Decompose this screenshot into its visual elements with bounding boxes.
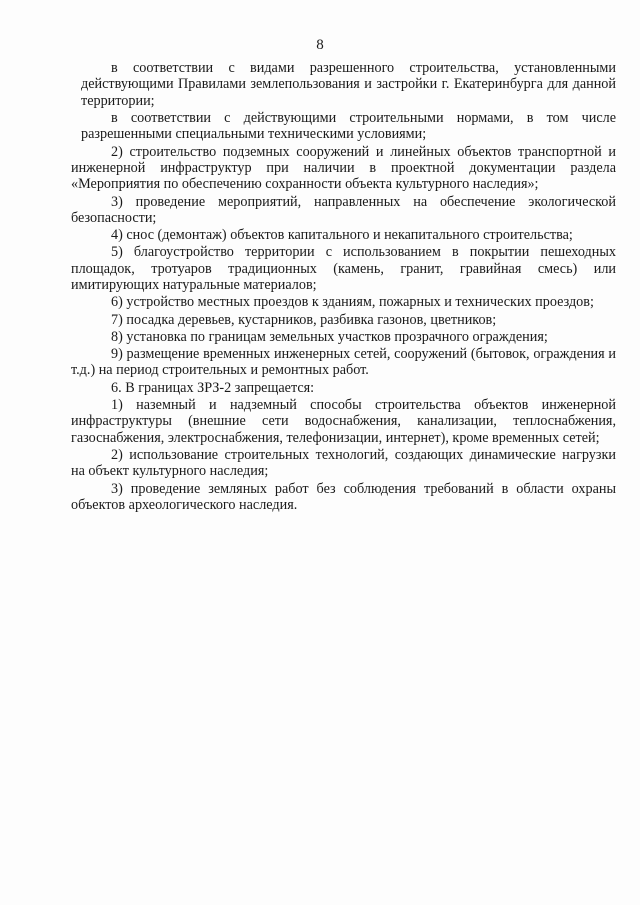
- page-number: 8: [316, 37, 324, 53]
- paragraph: 2) использование строительных технологий, создающих динамические нагрузки на объект культурного наследия;: [71, 446, 616, 480]
- paragraph: 9) размещение временных инженерных сетей, сооружений (бытовок, ограждения и т.д.) на период строительных и ремонтных работ.: [71, 346, 616, 379]
- paragraph: 2) строительство подземных сооружений и линейных объектов транспортной и инженерной инфраструктур при наличии в проектной документации раздела «Мероприятия по обеспечению сохранности объекта культурного наследия»;: [71, 143, 616, 193]
- paragraph: 7) посадка деревьев, кустарников, разбивка газонов, цветников;: [111, 311, 497, 328]
- paragraph: 5) благоустройство территории с использованием в покрытии пешеходных площадок, тротуаров традиционных (камень, гранит, гравийная смесь) или имитирующих натуральные материалов;: [71, 244, 616, 294]
- paragraph: 3) проведение земляных работ без соблюдения требований в области охраны объектов археологического наследия.: [71, 480, 616, 513]
- paragraph: 4) снос (демонтаж) объектов капитального и некапитального строительства;: [111, 227, 573, 244]
- paragraph: 3) проведение мероприятий, направленных на обеспечение экологической безопасности;: [71, 193, 616, 227]
- paragraph: 6) устройство местных проездов к зданиям, пожарных и технических проездов;: [111, 294, 594, 311]
- paragraph: 8) установка по границам земельных участков прозрачного ограждения;: [111, 328, 548, 345]
- paragraph: 1) наземный и надземный способы строительства объектов инженерной инфраструктуры (внешние сети водоснабжения, канализации, теплоснабжения, газоснабжения, электроснабжения, телефонизации, интернет), кроме временных сетей;: [71, 396, 616, 446]
- paragraph: в соответствии с видами разрешенного строительства, установленными действующими Правилами землепользования и застройки г. Екатеринбурга для данной территории;: [81, 60, 616, 109]
- paragraph: в соответствии с действующими строительными нормами, в том числе разрешенными специальными техническими условиями;: [81, 110, 616, 143]
- section-heading: 6. В границах ЗРЗ-2 запрещается:: [111, 379, 315, 396]
- document-body: [71, 60, 616, 514]
